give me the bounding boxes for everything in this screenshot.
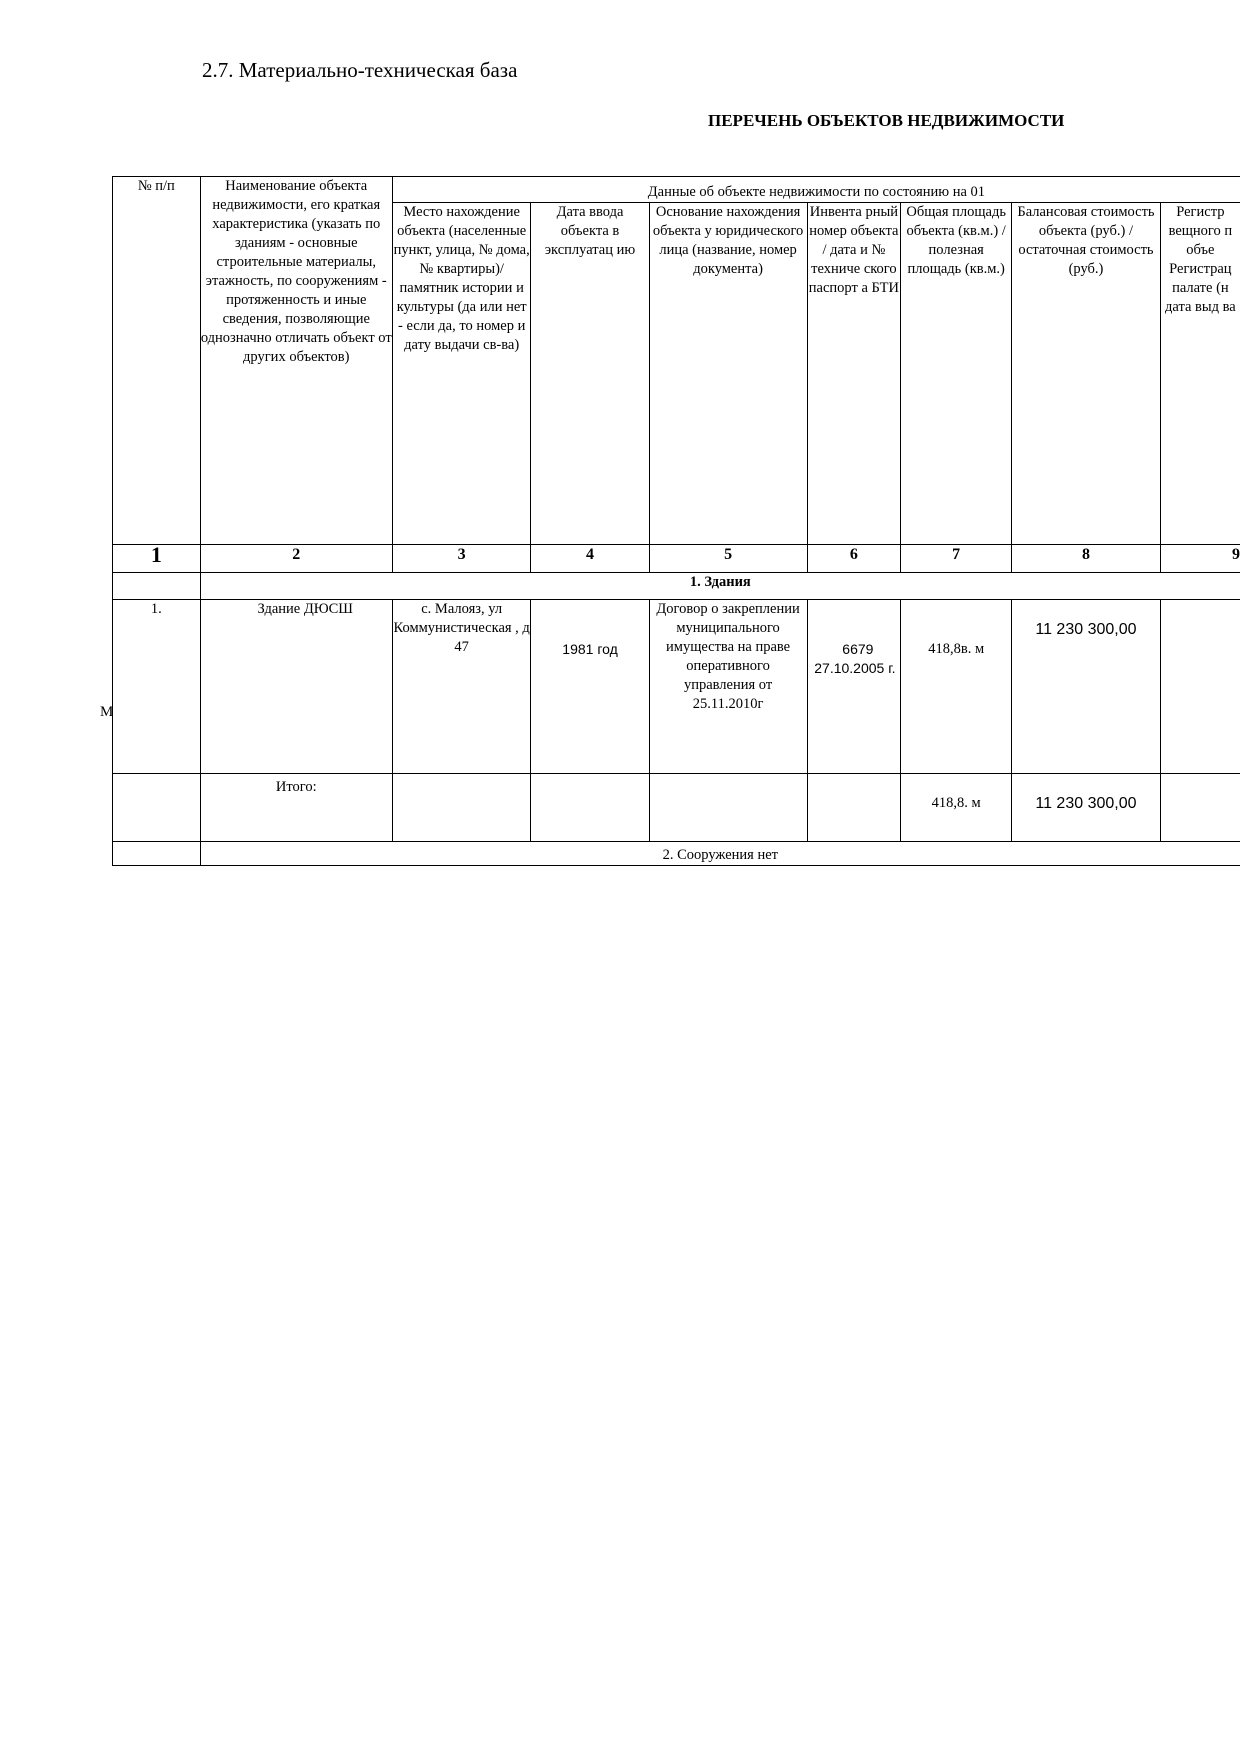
row1-area: 418,8в. м	[901, 600, 1012, 774]
col-number-1: 1	[113, 545, 201, 573]
header-name: Наименование объекта недвижимости, его краткая характеристика (указать по зданиям - основные строительные материалы, этажность, по сооружениям - протяженность и иные сведения, позволяющие однозначно отличать объект от других объектов)	[200, 177, 392, 545]
real-estate-table	[112, 176, 1240, 866]
total-no	[113, 774, 201, 842]
row1-inv-no: 6679	[842, 641, 874, 657]
total-area: 418,8. м	[901, 774, 1012, 842]
table-row	[113, 600, 1240, 774]
row1-inventory	[807, 600, 901, 774]
total-label: Итого:	[200, 774, 392, 842]
row1-date: 1981 год	[531, 600, 649, 774]
total-registration	[1160, 774, 1240, 842]
col-number-5: 5	[649, 545, 807, 573]
total-date	[531, 774, 649, 842]
row1-location: с. Малояз, ул Коммунистическая , д 47	[392, 600, 531, 774]
section-buildings-title: 1. Здания	[200, 573, 1240, 600]
margin-letter: М	[100, 704, 114, 720]
header-group: Данные об объекте недвижимости по состоянию на 01	[392, 177, 1240, 203]
header-col6: Инвента рный номер объекта / дата и № техниче ского паспорт а БТИ	[807, 203, 901, 545]
header-no: № п/п	[113, 177, 201, 545]
section-heading: 2.7. Материально-техническая база	[202, 58, 518, 82]
col-number-8: 8	[1012, 545, 1161, 573]
header-col9: Регистр вещного п объе Регистрац палате (н дата выд ва	[1160, 203, 1240, 545]
header-col7: Общая площадь объекта (кв.м.) / полезная площадь (кв.м.)	[901, 203, 1012, 545]
section-1-spacer	[113, 573, 201, 600]
col-number-6: 6	[807, 545, 901, 573]
row1-inv-date: 27.10.2005 г.	[814, 660, 896, 676]
total-basis	[649, 774, 807, 842]
row1-no: 1.	[113, 600, 201, 774]
col-number-9: 9	[1160, 545, 1240, 573]
col-number-2: 2	[200, 545, 392, 573]
header-col5: Основание нахождения объекта у юридического лица (название, номер документа)	[649, 203, 807, 545]
header-col3: Место нахождение объекта (населенные пункт, улица, № дома, № квартиры)/ памятник истории и культуры (да или нет - если да, то номер и дату выдачи св-ва)	[392, 203, 531, 545]
col-number-4: 4	[531, 545, 649, 573]
total-inventory	[807, 774, 901, 842]
document-title: ПЕРЕЧЕНЬ ОБЪЕКТОВ НЕДВИЖИМОСТИ	[708, 111, 1065, 130]
col-number-3: 3	[392, 545, 531, 573]
section-2-spacer	[113, 842, 201, 866]
row1-name: Здание ДЮСШ	[200, 600, 392, 774]
total-cost: 11 230 300,00	[1012, 774, 1161, 842]
row1-registration	[1160, 600, 1240, 774]
section-structures-title: 2. Сооружения нет	[200, 842, 1240, 866]
header-col8: Балансовая стоимость объекта (руб.) / остаточная стоимость (руб.)	[1012, 203, 1161, 545]
row1-cost: 11 230 300,00	[1012, 600, 1161, 774]
header-col4: Дата ввода объекта в эксплуатац ию	[531, 203, 649, 545]
row1-basis: Договор о закреплении муниципального имущества на праве оперативного управления от 25.11.2010г	[649, 600, 807, 774]
total-row	[113, 774, 1240, 842]
col-number-7: 7	[901, 545, 1012, 573]
total-location	[392, 774, 531, 842]
